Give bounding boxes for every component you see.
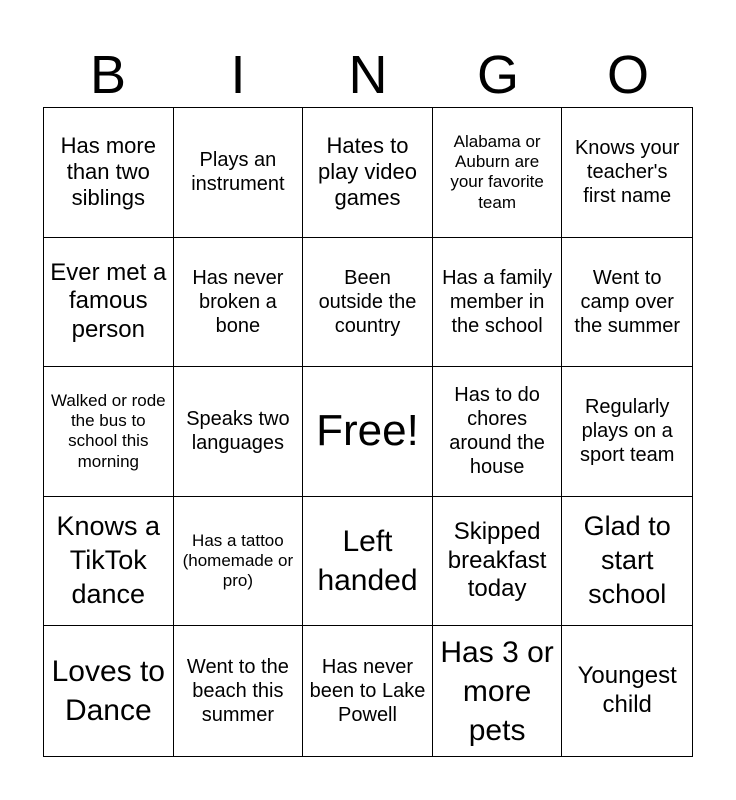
bingo-cell[interactable] xyxy=(44,497,174,627)
cell-text: Loves to Dance xyxy=(51,655,165,728)
cell-text: Skipped breakfast today xyxy=(447,517,547,603)
bingo-cell[interactable] xyxy=(303,108,433,238)
cell-text: Ever met a famous person xyxy=(50,258,167,344)
cell-text: Speaks two languages xyxy=(186,408,290,455)
bingo-cell[interactable] xyxy=(303,238,433,368)
bingo-cell[interactable] xyxy=(433,108,563,238)
header-letter-g: G xyxy=(476,45,519,105)
cell-text: Went to the beach this summer xyxy=(186,656,289,727)
cell-text: Hates to play video games xyxy=(317,132,418,211)
bingo-cell[interactable] xyxy=(562,497,692,627)
bingo-cell[interactable] xyxy=(174,626,304,756)
cell-text: Knows your teacher's first name xyxy=(574,137,680,208)
bingo-cell[interactable] xyxy=(303,497,433,627)
bingo-cell[interactable] xyxy=(433,497,563,627)
bingo-cell[interactable] xyxy=(174,238,304,368)
cell-text: Been outside the country xyxy=(318,266,417,337)
bingo-cell[interactable] xyxy=(44,367,174,497)
bingo-cell[interactable] xyxy=(433,238,563,368)
bingo-cell[interactable] xyxy=(562,367,692,497)
bingo-cell[interactable] xyxy=(433,367,563,497)
bingo-cell[interactable] xyxy=(562,238,692,368)
cell-text: Left handed xyxy=(317,525,418,598)
cell-text: Plays an instrument xyxy=(191,149,285,196)
header-letter-b: B xyxy=(89,45,127,105)
bingo-cell[interactable] xyxy=(174,108,304,238)
cell-text: Glad to start school xyxy=(583,511,671,609)
cell-text: Has more than two siblings xyxy=(60,132,156,211)
bingo-cell[interactable] xyxy=(174,367,304,497)
bingo-header xyxy=(43,45,693,105)
bingo-cell[interactable] xyxy=(174,497,304,627)
cell-text: Has never broken a bone xyxy=(192,266,284,337)
bingo-cell[interactable] xyxy=(44,238,174,368)
bingo-board xyxy=(43,107,693,757)
cell-text: Youngest child xyxy=(577,662,677,719)
cell-text: Has never been to Lake Powell xyxy=(309,656,426,727)
cell-text: Has to do chores around the house xyxy=(449,384,545,479)
bingo-cell[interactable] xyxy=(303,626,433,756)
cell-text: Walked or rode the bus to school this morning xyxy=(50,390,166,471)
cell-text: Alabama or Auburn are your favorite team xyxy=(450,131,544,212)
cell-text: Regularly plays on a sport team xyxy=(579,396,675,467)
bingo-cell[interactable] xyxy=(44,626,174,756)
bingo-cell[interactable] xyxy=(562,108,692,238)
bingo-cell[interactable] xyxy=(562,626,692,756)
header-letter-o: O xyxy=(606,45,649,105)
cell-text: Went to camp over the summer xyxy=(574,266,680,337)
cell-text: Has 3 or more pets xyxy=(440,635,554,747)
cell-text: Has a family member in the school xyxy=(442,266,553,337)
cell-text: Knows a TikTok dance xyxy=(56,511,161,609)
free-space[interactable] xyxy=(303,367,433,497)
bingo-cell[interactable] xyxy=(44,108,174,238)
header-letter-i: I xyxy=(230,45,246,105)
header-letter-n: N xyxy=(348,45,388,105)
free-space-text: Free! xyxy=(316,406,419,456)
cell-text: Has a tattoo (homemade or pro) xyxy=(182,530,294,591)
bingo-cell[interactable] xyxy=(433,626,563,756)
